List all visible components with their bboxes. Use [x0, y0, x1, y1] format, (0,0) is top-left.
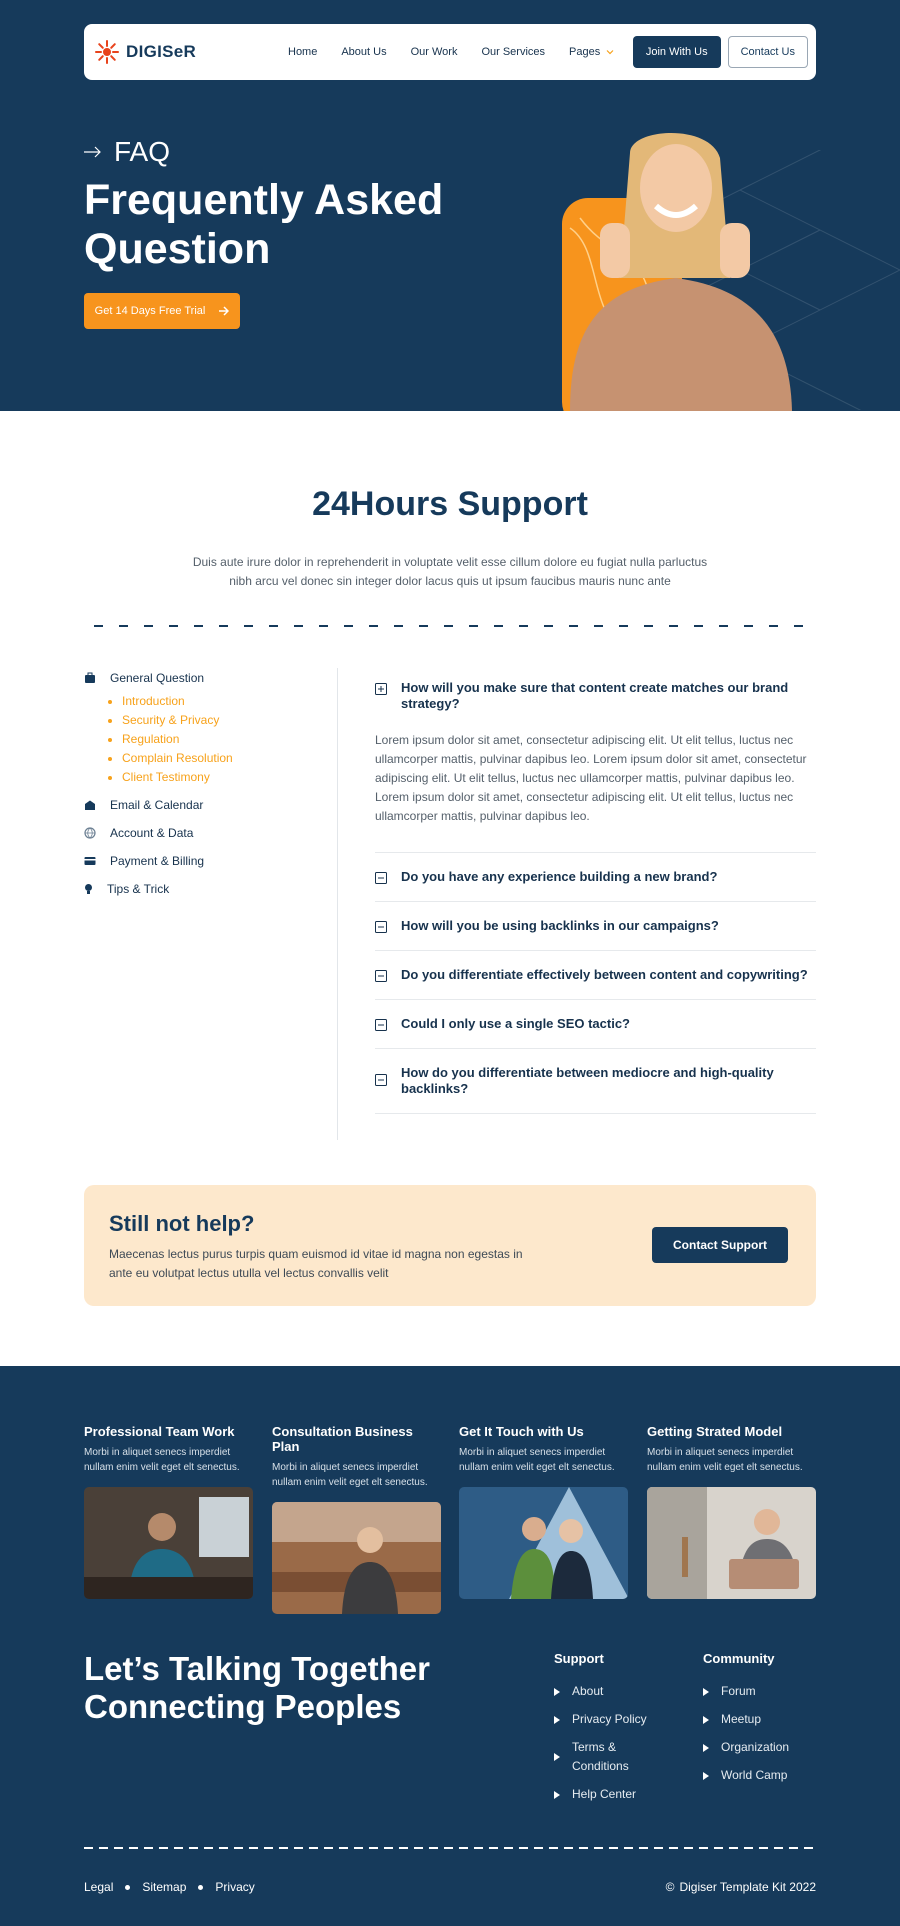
subitem-complain-resolution[interactable]: • Complain Resolution — [122, 751, 324, 770]
faq-question-text: How will you be using backlinks in our campaigns? — [401, 918, 719, 933]
faq-category-sidebar — [84, 668, 324, 899]
link-label: World Camp — [721, 1768, 788, 1782]
nav-pages[interactable] — [569, 46, 614, 58]
hero-title: Frequently Asked Question — [84, 176, 444, 273]
separator-dot — [125, 1885, 130, 1890]
help-box — [84, 1185, 816, 1306]
link-label: Privacy Policy — [572, 1712, 647, 1726]
card-description: Morbi in aliquet senecs imperdiet nullam enim velit eget elt senectus. — [647, 1447, 803, 1473]
link-world-camp[interactable] — [703, 1766, 789, 1785]
collapse-minus-icon — [375, 970, 387, 982]
hero-section — [0, 0, 900, 411]
credit-card-icon — [84, 855, 96, 867]
collapse-minus-icon — [375, 872, 387, 884]
caret-right-icon — [554, 1688, 560, 1696]
category-general-question[interactable] — [84, 668, 324, 688]
free-trial-button[interactable] — [84, 293, 240, 329]
footer-card[interactable] — [459, 1424, 628, 1604]
support-title: 24Hours Support — [312, 485, 588, 523]
caret-right-icon — [703, 1772, 709, 1780]
card-description: Morbi in aliquet senecs imperdiet nullam enim velit eget elt senectus. — [272, 1462, 428, 1488]
caret-right-icon — [703, 1688, 709, 1696]
faq-item[interactable] — [375, 999, 816, 1048]
link-forum[interactable] — [703, 1682, 789, 1701]
help-title: Still not help? — [109, 1211, 255, 1236]
copyright — [666, 1880, 816, 1894]
footer-card[interactable] — [84, 1424, 253, 1604]
collapse-minus-icon — [375, 1074, 387, 1086]
logo[interactable] — [94, 39, 254, 65]
link-sitemap[interactable]: Sitemap — [142, 1880, 187, 1894]
business-plan-photo — [272, 1502, 441, 1614]
category-general-label: General Question — [110, 671, 205, 685]
caret-right-icon — [554, 1716, 560, 1724]
nav-pages-label: Pages — [569, 46, 601, 58]
category-account-data[interactable] — [84, 823, 324, 843]
subitem-regulation[interactable]: • Regulation — [122, 732, 324, 751]
hero-kicker-text: FAQ — [114, 136, 171, 167]
category-email-calendar[interactable] — [84, 795, 324, 815]
navbar — [84, 24, 816, 80]
team-work-photo — [84, 1487, 253, 1599]
link-about[interactable] — [554, 1682, 647, 1701]
separator-dot — [198, 1885, 203, 1890]
link-label: Help Center — [572, 1787, 637, 1801]
subitem-introduction[interactable]: • Introduction — [122, 694, 324, 713]
sunburst-logo-icon — [94, 39, 120, 65]
collapse-minus-icon — [375, 921, 387, 933]
subitem-security-privacy[interactable]: • Security & Privacy — [122, 713, 324, 732]
nav-our-work[interactable]: Our Work — [410, 46, 458, 58]
chevron-down-icon — [606, 48, 614, 56]
faq-question-text: Do you have any experience building a new brand? — [401, 869, 718, 884]
caret-right-icon — [554, 1753, 560, 1761]
main-menu — [288, 46, 633, 58]
get-in-touch-photo — [459, 1487, 628, 1599]
link-label: Meetup — [721, 1712, 762, 1726]
arrow-right-icon — [84, 146, 102, 158]
card-title: Professional Team Work — [84, 1424, 235, 1439]
link-label: Organization — [721, 1740, 790, 1754]
support-description: Duis aute irure dolor in reprehenderit in voluptate velit esse cillum dolore eu fugiat nulla parluctus nibh arcu vel donec sin integer dolor lacus quis ut ipsum faucibus mauris nunc ante — [192, 555, 708, 588]
lightbulb-icon — [84, 883, 93, 895]
faq-question-text: Do you differentiate effectively between content and copywriting? — [401, 967, 808, 982]
caret-right-icon — [703, 1716, 709, 1724]
support-title: Support — [554, 1651, 604, 1666]
category-payment-billing[interactable] — [84, 851, 324, 871]
globe-icon — [84, 827, 96, 839]
briefcase-icon — [84, 672, 96, 684]
link-help-center[interactable] — [554, 1785, 647, 1804]
nav-our-services[interactable]: Our Services — [481, 46, 546, 58]
contact-support-button[interactable]: Contact Support — [652, 1227, 788, 1263]
strated-model-photo — [647, 1487, 816, 1599]
dashed-divider — [94, 625, 814, 627]
hero-person-illustration — [560, 128, 800, 411]
card-title: Get It Touch with Us — [459, 1424, 584, 1439]
join-with-us-button[interactable]: Join With Us — [633, 36, 721, 68]
faq-question-text: How do you differentiate between mediocre and high-quality backlinks? — [401, 1065, 774, 1096]
free-trial-label: Get 14 Days Free Trial — [94, 305, 206, 317]
subitem-client-testimony[interactable]: • Client Testimony — [122, 770, 324, 789]
logo-text: DIGISeR — [126, 42, 197, 61]
link-label: Terms & Conditions — [572, 1740, 629, 1773]
category-payment-label: Payment & Billing — [110, 854, 205, 868]
footer-bottom-links — [84, 1880, 255, 1894]
faq-question-text: Could I only use a single SEO tactic? — [401, 1016, 630, 1031]
faq-item[interactable] — [375, 950, 816, 999]
general-subitems — [122, 694, 324, 789]
footer-card[interactable] — [647, 1424, 816, 1604]
caret-right-icon — [554, 1791, 560, 1799]
faq-question-text: How will you make sure that content create matches our brand strategy? — [401, 680, 789, 711]
faq-question-open[interactable] — [375, 680, 816, 712]
faq-item[interactable] — [375, 901, 816, 950]
faq-item[interactable] — [375, 1048, 816, 1114]
envelope-icon — [84, 799, 96, 811]
link-legal[interactable]: Legal — [84, 1880, 114, 1894]
link-label: About — [572, 1684, 604, 1698]
faq-answer: Lorem ipsum dolor sit amet, consectetur adipiscing elit. Ut elit tellus, luctus nec ullamcorper mattis, pulvinar dapibus leo. Lorem ipsum dolor sit amet, consectetur adipiscing elit. Ut elit tellus, luctus nec ullamcorper mattis, pulvinar dapibus leo. Lorem ipsum dolor sit amet, consectetur adipiscing elit. Ut elit tellus, luctus nec ullamcorper mattis, pulvinar dapibus leo. — [375, 733, 807, 823]
arrow-right-icon — [219, 306, 229, 316]
link-privacy-policy[interactable] — [554, 1710, 647, 1729]
category-tips-trick[interactable] — [84, 879, 324, 899]
footer-card[interactable] — [272, 1424, 441, 1619]
link-meetup[interactable] — [703, 1710, 789, 1729]
hero-kicker — [84, 136, 170, 168]
copyright-text: Digiser Template Kit 2022 — [679, 1880, 816, 1894]
link-organization[interactable] — [703, 1738, 789, 1757]
card-description: Morbi in aliquet senecs imperdiet nullam enim velit eget elt senectus. — [459, 1447, 615, 1473]
category-account-label: Account & Data — [110, 826, 194, 840]
category-email-label: Email & Calendar — [110, 798, 204, 812]
expand-plus-icon — [375, 683, 387, 695]
collapse-minus-icon — [375, 1019, 387, 1031]
copyright-icon: © — [665, 1880, 675, 1894]
card-title: Getting Strated Model — [647, 1424, 783, 1439]
nav-home[interactable]: Home — [288, 46, 318, 58]
card-description: Morbi in aliquet senecs imperdiet nullam enim velit eget elt senectus. — [84, 1447, 240, 1473]
footer — [0, 1366, 900, 1926]
vertical-divider — [337, 668, 338, 1140]
community-links — [703, 1651, 789, 1794]
card-title: Consultation Business Plan — [272, 1424, 413, 1454]
category-tips-label: Tips & Trick — [107, 882, 170, 896]
faq-item[interactable] — [375, 852, 816, 901]
community-title: Community — [703, 1651, 775, 1666]
caret-right-icon — [703, 1744, 709, 1752]
footer-headline: Let’s Talking Together Connecting Peoples — [84, 1650, 430, 1725]
nav-about-us[interactable]: About Us — [341, 46, 387, 58]
contact-us-button[interactable]: Contact Us — [728, 36, 808, 68]
support-links — [554, 1651, 647, 1813]
help-description: Maecenas lectus purus turpis quam euismod id vitae id magna non egestas in ante eu volutpat lectus utulla vel lectus convallis velit — [109, 1247, 523, 1280]
link-terms-conditions[interactable] — [554, 1738, 644, 1776]
footer-dashed-divider — [84, 1847, 816, 1849]
link-privacy[interactable]: Privacy — [215, 1880, 255, 1894]
link-label: Forum — [721, 1684, 756, 1698]
faq-accordion — [375, 680, 816, 1114]
faq-item-open — [375, 680, 816, 852]
